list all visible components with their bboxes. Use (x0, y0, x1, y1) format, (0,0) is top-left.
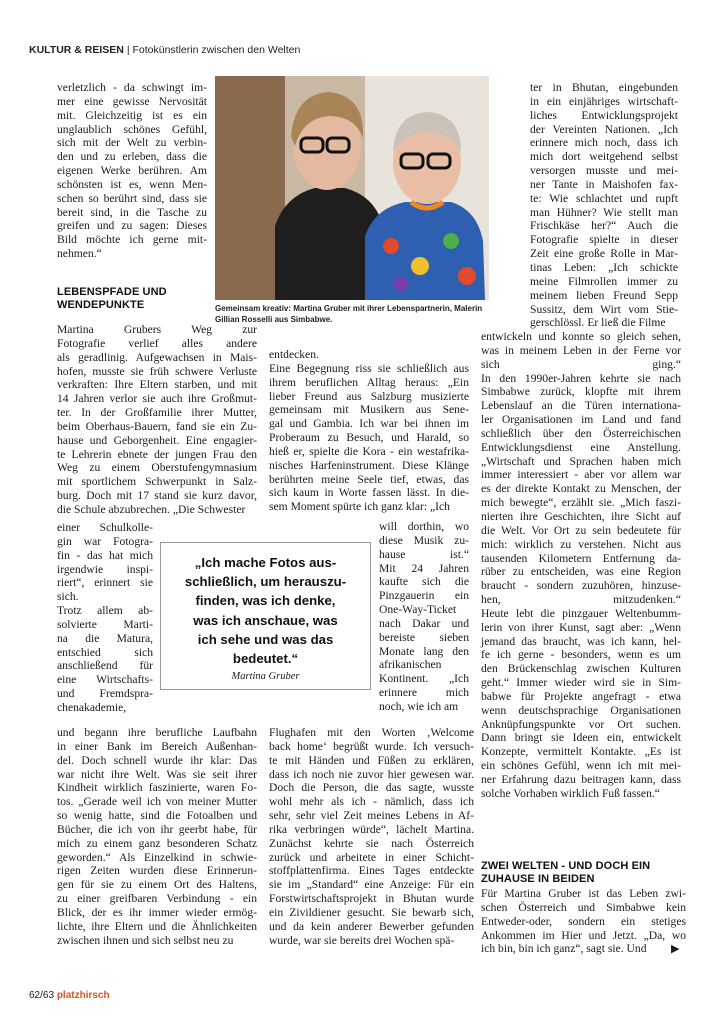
text-line: in einer Bank im Bereich Außenhan- (57, 739, 257, 753)
heading-line: WENDEPUNKTE (57, 299, 145, 311)
text-line: Forstwirtschaftsprojekt in Bhutan wurde (269, 892, 474, 906)
text-line: jemand das braucht, was ich kann, hel- (481, 634, 681, 648)
text-line: ein Zivildiener gesucht. Sie bewarb sich, (269, 905, 474, 919)
text-line: mich zu einem ganz besonderen Schatz (57, 836, 257, 850)
text-line: gemeinsam mit Musikern aus Sene- (269, 403, 469, 417)
text-line: Sussitz, dem Wirt vom Stie- (530, 302, 678, 316)
text-line: ter in Bhutan, eingebunden (530, 81, 678, 94)
text-line: „Wirtschaft und Sprachen haben mich (481, 454, 681, 468)
text-line: ein schönes Gefühl, wenn ich mit mei- (481, 759, 681, 773)
heading-line: ZUHAUSE IN BEIDEN (481, 873, 595, 885)
text-line: die Schule abzubrechen. „Die Schwester (57, 502, 246, 516)
text-line: sie im „Standard“ eine Anzeige: Für ein (269, 878, 474, 892)
text-line: Bücher, die ich von ihr geerbt habe, für (57, 822, 257, 836)
text-line: mich: wirklich zu verstehen. Nicht aus (481, 537, 681, 551)
text-line: hen, mitzudenken.“ (481, 593, 681, 607)
text-line: beim Oberhaus-Bauern, fand sie ein Zu- (57, 419, 257, 433)
quote-line: schließlich, um herauszu- (184, 574, 347, 590)
text-line: nierten ihre Geschichten, ihre Sicht auf (481, 509, 681, 523)
text-line: Blick, der es ihr immer wieder ermög- (57, 905, 257, 919)
text-line: Ankommen im Hier und Jetzt. „Da, wo (481, 928, 686, 942)
text-line: der Vereinten Nationen. „Ich (530, 122, 678, 136)
text-line: Weg zu einem Oberstufengymnasium (57, 461, 257, 475)
text-line: in ein einjähriges wirtschaft- (530, 94, 678, 108)
quote-line: was ich anschaue, was (193, 612, 338, 628)
text-line: ner Erfahrung dazu beitragen kann, dass (481, 773, 681, 786)
text-line: nehmen.“ (57, 247, 102, 261)
text-line: mich dort weitgehend selbst (530, 150, 678, 164)
text-line: meine Filmrollen immer zu (530, 274, 678, 288)
text-line: geworden.“ Als Einzelkind in schwie- (57, 850, 257, 864)
text-line: wohl mehr als ich - nämlich, dass ich (269, 795, 474, 809)
text-line: noch, wie ich am (379, 699, 459, 713)
pull-quote-text (161, 553, 370, 668)
text-line: tinas Leben: „Ich schickte (530, 260, 678, 274)
text-line: geht.“ Immer wieder wird sie in Sim- (481, 676, 681, 690)
text-line: greifen und zu sagen: Dieses (57, 219, 207, 233)
text-line: erinnere mich (379, 686, 469, 700)
column3-bottom-text (481, 887, 686, 956)
text-line: anschließend für (57, 659, 153, 673)
column1-narrow-text (57, 521, 153, 715)
text-line: afrikanischen (379, 658, 442, 672)
text-line: Entwicklungsdienst eine Anstellung. (481, 440, 681, 454)
text-line: will dorthin, wo (379, 520, 469, 533)
text-line: Fotografie verlief alles andere (57, 336, 257, 350)
text-line: kaufte sich die (379, 575, 469, 589)
text-line: Für Martina Gruber ist das Leben zwi- (481, 887, 686, 900)
text-line: sem Moment spürte ich ganz klar: „Ich (269, 500, 450, 514)
text-line: war nicht ihre Welt. Was sie seit ihrer (57, 767, 257, 781)
text-line: schen Österreich und Simbabwe kein (481, 900, 686, 914)
text-line: und Fremdspra- (57, 687, 153, 701)
photo-martina-gillian (215, 76, 489, 300)
column2-narrow-text (379, 520, 469, 714)
text-line: erinnere mich noch, dass ich (530, 136, 678, 150)
heading-zwei-welten (481, 860, 650, 886)
text-line: zurück und arbeitete in einer Schicht- (269, 850, 474, 864)
quote-line: „Ich mache Fotos aus- (194, 555, 337, 570)
text-line: wurde, war sie bereits drei Wochen spä- (269, 933, 455, 947)
text-line: lerin von ihrer Kunst, sagt aber: „Wenn (481, 620, 681, 634)
text-line: fe ich gerne - besonders, wenn es um (481, 648, 681, 662)
text-line: ner Tante in Maishofen fax- (530, 177, 678, 191)
text-line: burg. Doch mit 17 stand sie kurz davor, (57, 489, 257, 503)
text-line: ter. In der Großfamilie ihrer Mutter, (57, 406, 257, 420)
text-line: One-Way-Ticket (379, 603, 457, 617)
text-line: Flughafen mit den Worten ‚Welcome (269, 726, 474, 739)
text-line: man Hühner? Wie stellt man (530, 205, 678, 219)
text-line: mit. Gleichzeitig ist es ein (57, 108, 207, 122)
text-line: nisches Harfeninstrument. Diese Klänge (269, 458, 469, 472)
photo-caption: Gemeinsam kreativ: Martina Gruber mit ihrer Lebenspartnerin, Malerin Gillian Rosselli aus Simbabwe. (215, 304, 483, 324)
text-line: solche Vorhaben wirklich Fuß fassen.“ (481, 786, 660, 800)
text-line: lieber Freund aus Salzburg musizierte (269, 389, 469, 403)
text-line: bereiste sieben (379, 630, 469, 644)
text-line: sich. (57, 590, 79, 604)
heading-lebenspfade (57, 286, 167, 312)
text-line: Proberaum zu Besuch, und Harald, so (269, 431, 469, 445)
text-line: Dann bringt sie Ideen ein, entwickelt (481, 731, 681, 745)
column1-bottom-text (57, 726, 257, 948)
text-line: unglaublich schönes Gefühl, (57, 122, 207, 136)
text-line: rika verbringen würde“, lächelt Martina. (269, 822, 474, 836)
text-line: 14 Jahren verlor sie auch ihre Großmut- (57, 392, 257, 406)
quote-line: bedeutet.“ (232, 651, 299, 667)
column1-mid-text (57, 323, 257, 517)
text-line: braucht - sondern zuzuhören, hinzuse- (481, 579, 681, 593)
header-subtitle: Fotokünstlerin zwischen den Welten (132, 44, 301, 56)
text-line: bereit sind, in die Tasche zu (57, 205, 207, 219)
text-line: mer eine gewisse Nervosität (57, 94, 207, 108)
text-line: fin - das hat mich (57, 548, 153, 562)
text-line: meinem lieben Freund Sepp (530, 288, 678, 302)
text-line: mit sportlichem Schwerpunkt in Salz- (57, 475, 257, 489)
text-line: wenn deutschsprachige Organisationen (481, 703, 681, 717)
text-line: Doch die Person, die das sagte, wusste (269, 781, 474, 795)
text-line: dass ich noch nie zuvor hier gewesen war. (269, 767, 474, 781)
text-line: tausenden Kilometern Entfernung da- (481, 551, 681, 565)
text-line: ihrem beruflichen Alltag heraus: „Ein (269, 375, 469, 389)
text-line: Fotografie spielte in dieser (530, 233, 678, 247)
text-line: te Lehrerin ebnete der jungen Frau den (57, 447, 257, 461)
text-line: solvierte Marti- (57, 617, 153, 631)
text-line: sehr, sehr viel Zeit meines Lebens in Af- (269, 809, 474, 823)
text-line: verkraften: Ihre Eltern starben, und mit (57, 378, 257, 392)
text-line: stoffplattenfirma. Eines Tages entdeckte (269, 864, 474, 878)
text-line: Lebenslauf an die Türen internationa- (481, 399, 681, 413)
text-line: tos. „Gerade weil ich von meiner Mutter (57, 795, 257, 809)
header-separator: | (126, 44, 130, 56)
text-line: riert“, erinnert sie (57, 576, 153, 590)
text-line: Kindheit wirklich faszinierte, waren Fo- (57, 781, 257, 795)
column2-bottom-text (269, 726, 474, 948)
text-line: hieß er, spielte die Kora - ein westafrika- (269, 444, 469, 458)
page-header (29, 44, 300, 56)
brand-logo: platzhirsch (56, 990, 110, 1001)
text-line: einer Schulkolle- (57, 521, 153, 534)
quote-line: finden, was ich denke, (195, 593, 336, 609)
text-line: die Welt. Vor Ort zu sein bedeutete für (481, 523, 681, 537)
text-line: Kontinent. „Ich (379, 672, 469, 686)
text-line: Eine Begegnung riss sie schließlich aus (269, 361, 469, 375)
text-line: te mit Händen und Füßen zu erklären, (269, 753, 474, 767)
text-line: verletzlich - da schwingt im- (57, 81, 207, 94)
text-line: Pinzgauerin ein (379, 589, 469, 603)
text-line: sich kaum in Worte fassen lässt. In die- (269, 486, 469, 500)
text-line: hause und Geborgenheit. Eine engagier- (57, 433, 257, 447)
text-line: diese Musik zu- (379, 533, 469, 547)
text-line: es der direkte Kontakt zu Menschen, der (481, 482, 681, 496)
text-line: eine Wirtschafts- (57, 673, 153, 687)
text-line: so wenig hatte, sind die Fotoalben und (57, 809, 257, 823)
heading-line: LEBENSPFADE UND (57, 286, 167, 298)
text-line: rüber zu entscheiden, was eine Region (481, 565, 681, 579)
pull-quote (160, 542, 371, 690)
text-line: Mit 24 Jahren (379, 561, 469, 575)
text-line: liches Entwicklungsprojekt (530, 108, 678, 122)
text-line: babwe für Projekte angefragt - etwa (481, 689, 681, 703)
text-line: als geradlinig. Aufgewachsen in Mais- (57, 350, 257, 364)
text-line: schönsten ist es, wenn Men- (57, 177, 207, 191)
text-line: Entweder-oder, sondern ein stetiges (481, 914, 686, 928)
text-line: versorgen musste und mei- (530, 164, 678, 178)
text-line: Simbabwe zurück, klopfte mit ihrem (481, 385, 681, 399)
text-line: Heute lebt die pinzgauer Weltenbumm- (481, 606, 681, 620)
text-line: sich mit der Welt zu verbin- (57, 136, 207, 150)
text-line: zwischen ihnen und sich selbst neu zu (57, 933, 234, 947)
text-line: Martina Grubers Weg zur (57, 323, 257, 336)
text-line: den Brückenschlag zwischen Kulturen (481, 662, 681, 676)
page-numbers: 62/63 (29, 990, 55, 1001)
text-line: mich bewegte“, erzählt sie. „Mich faszi- (481, 496, 681, 510)
text-line: sich ging.“ (481, 357, 681, 371)
text-line: gerschlössl. Er ließ die Filme (530, 316, 666, 330)
pull-quote-author: Martina Gruber (231, 671, 300, 683)
text-line: entdecken. (269, 348, 319, 361)
text-line: gin war Fotogra- (57, 534, 153, 548)
text-line: lichte, ihre Eltern und die Ähnlichkeiten (57, 919, 257, 933)
column3-top-text (530, 81, 678, 330)
text-line: was in meinem Leben in der Ferne vor (481, 343, 681, 357)
text-line: Bild möchte ich gerne mit- (57, 233, 207, 247)
text-line: schließlich über den Österreichischen (481, 426, 681, 440)
text-line: entschied sich (57, 645, 153, 659)
text-line: In den 1990er-Jahren kehrte sie nach (481, 371, 681, 385)
text-line: nach Dakar und (379, 616, 469, 630)
text-line: berührten meine Seele tief, etwas, das (269, 472, 469, 486)
text-line: ich bin, bin ich ganz“, sagt sie. Und (481, 942, 647, 956)
text-line: del. Doch schnell wurde ihr klar: Das (57, 753, 257, 767)
text-line: Zunächst kehrte sie nach Österreich (269, 836, 474, 850)
text-line: eigenen Werke berühren. Am (57, 164, 207, 178)
text-line: Trotz allem ab- (57, 604, 153, 618)
text-line: Monate lang den (379, 644, 469, 658)
text-line: Zeit eine große Rolle in Mar- (530, 247, 678, 261)
text-line: gen für sie zu einem Ort des Haltens, (57, 878, 257, 892)
text-line: Frischkäse her?“ Auch die (530, 219, 678, 233)
text-line: zu einer greifbaren Verbindung - ein (57, 892, 257, 906)
column2-mid-text (269, 348, 469, 514)
section-label: KULTUR & REISEN (29, 44, 124, 56)
column3-mid-text (481, 330, 681, 801)
text-line: rigen Zeiten wurden diese Erinnerun- (57, 864, 257, 878)
text-line: und begann ihre berufliche Laufbahn (57, 726, 257, 739)
continue-arrow-icon: ▶ (671, 942, 680, 955)
text-line: immer interessiert - aber vor allem war (481, 468, 681, 482)
text-line: Konzepte, vermittelt Kontakte. „Es ist (481, 745, 681, 759)
heading-line: ZWEI WELTEN - UND DOCH EIN (481, 860, 651, 872)
text-line: hofen, musste sie früh schwere Verluste (57, 364, 257, 378)
text-line: schen so berührt sind, dass sie (57, 191, 207, 205)
text-line: den und zu erleben, dass die (57, 150, 207, 164)
text-line: ler Organisationen im Land und fand (481, 413, 681, 427)
text-line: Anknüpfungspunkte vor Ort suchen. (481, 717, 681, 731)
page-footer (29, 990, 110, 1001)
text-line: te: Wie schlachtet und rupft (530, 191, 678, 205)
text-line: entwickeln und konnte so gleich sehen, (481, 330, 681, 343)
text-line: gal und Gambia. Ich war bei ihnen im (269, 417, 469, 431)
text-line: irgendwie inspi- (57, 562, 153, 576)
quote-line: ich sehe und was das (197, 631, 334, 647)
text-line: und da kein anderer Bewerber gefunden (269, 919, 474, 933)
photo-illustration (215, 76, 489, 300)
text-line: chenakademie, (57, 700, 127, 714)
text-line: hause ist.“ (379, 547, 469, 561)
column1-top-text (57, 81, 207, 261)
text-line: na die Matura, (57, 631, 153, 645)
text-line: back home‘ begrüßt wurde. Ich versuch- (269, 739, 474, 753)
